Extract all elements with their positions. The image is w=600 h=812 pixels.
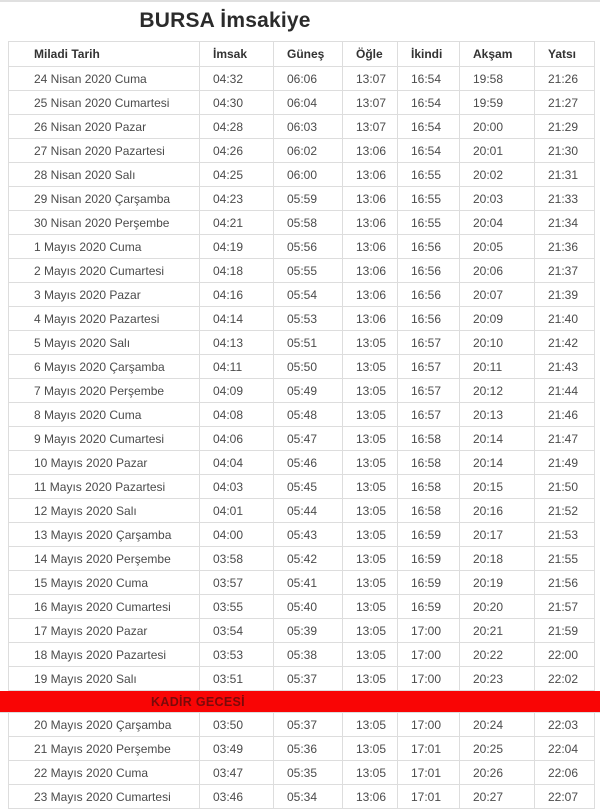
- time-cell: 04:04: [199, 451, 273, 474]
- time-cell: 04:28: [199, 115, 273, 138]
- date-cell: 22 Mayıs 2020 Cuma: [8, 761, 199, 784]
- table-row: [8, 427, 595, 451]
- date-cell: 20 Mayıs 2020 Çarşamba: [8, 713, 199, 736]
- time-cell: 16:56: [397, 307, 459, 330]
- time-cell: 04:21: [199, 211, 273, 234]
- time-cell: 20:22: [459, 643, 534, 666]
- table-row: [8, 67, 595, 91]
- table-row: [8, 139, 595, 163]
- time-cell: 05:43: [273, 523, 342, 546]
- time-cell: 16:58: [397, 499, 459, 522]
- time-cell: 13:05: [342, 619, 397, 642]
- time-cell: 05:47: [273, 427, 342, 450]
- table-row: [8, 619, 595, 643]
- time-cell: 05:50: [273, 355, 342, 378]
- time-cell: 22:04: [534, 737, 595, 760]
- column-header: İkindi: [397, 42, 459, 66]
- table-row: [8, 259, 595, 283]
- time-cell: 21:37: [534, 259, 595, 282]
- time-cell: 22:06: [534, 761, 595, 784]
- time-cell: 13:06: [342, 139, 397, 162]
- time-cell: 21:44: [534, 379, 595, 402]
- time-cell: 13:07: [342, 67, 397, 90]
- time-cell: 19:59: [459, 91, 534, 114]
- column-header: Yatsı: [534, 42, 595, 66]
- time-cell: 03:51: [199, 667, 273, 690]
- time-cell: 20:06: [459, 259, 534, 282]
- time-cell: 04:26: [199, 139, 273, 162]
- time-cell: 21:36: [534, 235, 595, 258]
- time-cell: 04:32: [199, 67, 273, 90]
- time-cell: 21:55: [534, 547, 595, 570]
- time-cell: 05:37: [273, 713, 342, 736]
- kadir-gecesi-banner: [0, 691, 600, 713]
- time-cell: 21:34: [534, 211, 595, 234]
- time-cell: 17:00: [397, 667, 459, 690]
- time-cell: 20:04: [459, 211, 534, 234]
- time-cell: 13:06: [342, 235, 397, 258]
- time-cell: 21:52: [534, 499, 595, 522]
- time-cell: 05:59: [273, 187, 342, 210]
- time-cell: 20:20: [459, 595, 534, 618]
- time-cell: 13:05: [342, 713, 397, 736]
- page-title: BURSA İmsakiye: [139, 9, 311, 32]
- time-cell: 16:56: [397, 235, 459, 258]
- time-cell: 17:01: [397, 737, 459, 760]
- table-row: [8, 379, 595, 403]
- time-cell: 21:46: [534, 403, 595, 426]
- time-cell: 21:27: [534, 91, 595, 114]
- time-cell: 06:03: [273, 115, 342, 138]
- time-cell: 17:01: [397, 785, 459, 808]
- time-cell: 13:05: [342, 667, 397, 690]
- date-cell: 17 Mayıs 2020 Pazar: [8, 619, 199, 642]
- time-cell: 04:25: [199, 163, 273, 186]
- table-row: [8, 571, 595, 595]
- column-header: Güneş: [273, 42, 342, 66]
- kadir-gecesi-label: KADİR GECESİ: [151, 694, 245, 709]
- time-cell: 20:18: [459, 547, 534, 570]
- time-cell: 20:13: [459, 403, 534, 426]
- table-row: [8, 331, 595, 355]
- time-cell: 05:51: [273, 331, 342, 354]
- date-cell: 18 Mayıs 2020 Pazartesi: [8, 643, 199, 666]
- table-row: [8, 737, 595, 761]
- time-cell: 03:57: [199, 571, 273, 594]
- time-cell: 04:01: [199, 499, 273, 522]
- time-cell: 05:34: [273, 785, 342, 808]
- time-cell: 13:05: [342, 355, 397, 378]
- time-cell: 16:56: [397, 283, 459, 306]
- time-cell: 16:59: [397, 571, 459, 594]
- table-row: [8, 355, 595, 379]
- column-header: Miladi Tarih: [8, 42, 199, 66]
- date-cell: 5 Mayıs 2020 Salı: [8, 331, 199, 354]
- time-cell: 05:54: [273, 283, 342, 306]
- time-cell: 20:14: [459, 451, 534, 474]
- time-cell: 20:26: [459, 761, 534, 784]
- time-cell: 20:25: [459, 737, 534, 760]
- time-cell: 05:48: [273, 403, 342, 426]
- time-cell: 16:57: [397, 331, 459, 354]
- time-cell: 20:11: [459, 355, 534, 378]
- time-cell: 16:57: [397, 355, 459, 378]
- time-cell: 16:54: [397, 67, 459, 90]
- date-cell: 16 Mayıs 2020 Cumartesi: [8, 595, 199, 618]
- time-cell: 21:40: [534, 307, 595, 330]
- time-cell: 06:02: [273, 139, 342, 162]
- time-cell: 21:43: [534, 355, 595, 378]
- time-cell: 16:59: [397, 547, 459, 570]
- time-cell: 13:05: [342, 737, 397, 760]
- time-cell: 20:24: [459, 713, 534, 736]
- time-cell: 04:13: [199, 331, 273, 354]
- table-row: [8, 187, 595, 211]
- time-cell: 21:53: [534, 523, 595, 546]
- column-header: İmsak: [199, 42, 273, 66]
- time-cell: 03:53: [199, 643, 273, 666]
- time-cell: 13:06: [342, 307, 397, 330]
- time-cell: 22:07: [534, 785, 595, 808]
- time-cell: 22:00: [534, 643, 595, 666]
- time-cell: 21:47: [534, 427, 595, 450]
- time-cell: 04:18: [199, 259, 273, 282]
- time-cell: 20:23: [459, 667, 534, 690]
- time-cell: 05:58: [273, 211, 342, 234]
- time-cell: 04:08: [199, 403, 273, 426]
- date-cell: 11 Mayıs 2020 Pazartesi: [8, 475, 199, 498]
- time-cell: 20:03: [459, 187, 534, 210]
- time-cell: 05:56: [273, 235, 342, 258]
- date-cell: 14 Mayıs 2020 Perşembe: [8, 547, 199, 570]
- table-row: [8, 523, 595, 547]
- time-cell: 13:06: [342, 211, 397, 234]
- date-cell: 30 Nisan 2020 Perşembe: [8, 211, 199, 234]
- time-cell: 17:00: [397, 643, 459, 666]
- time-cell: 05:36: [273, 737, 342, 760]
- table-row: [8, 451, 595, 475]
- time-cell: 21:50: [534, 475, 595, 498]
- time-cell: 13:05: [342, 427, 397, 450]
- table-row: [8, 235, 595, 259]
- time-cell: 13:05: [342, 643, 397, 666]
- time-cell: 17:01: [397, 761, 459, 784]
- time-cell: 17:00: [397, 713, 459, 736]
- time-cell: 16:55: [397, 211, 459, 234]
- time-cell: 16:59: [397, 595, 459, 618]
- time-cell: 13:05: [342, 451, 397, 474]
- time-cell: 13:06: [342, 259, 397, 282]
- time-cell: 13:05: [342, 761, 397, 784]
- time-cell: 05:45: [273, 475, 342, 498]
- time-cell: 03:54: [199, 619, 273, 642]
- time-cell: 05:42: [273, 547, 342, 570]
- time-cell: 20:17: [459, 523, 534, 546]
- time-cell: 20:01: [459, 139, 534, 162]
- time-cell: 21:26: [534, 67, 595, 90]
- time-cell: 21:57: [534, 595, 595, 618]
- table-row: [8, 115, 595, 139]
- time-cell: 04:11: [199, 355, 273, 378]
- date-cell: 6 Mayıs 2020 Çarşamba: [8, 355, 199, 378]
- time-cell: 21:59: [534, 619, 595, 642]
- time-cell: 20:16: [459, 499, 534, 522]
- time-cell: 16:54: [397, 139, 459, 162]
- time-cell: 16:57: [397, 403, 459, 426]
- time-cell: 13:07: [342, 91, 397, 114]
- time-cell: 20:02: [459, 163, 534, 186]
- date-cell: 7 Mayıs 2020 Perşembe: [8, 379, 199, 402]
- time-cell: 21:33: [534, 187, 595, 210]
- table-row: [8, 211, 595, 235]
- date-cell: 29 Nisan 2020 Çarşamba: [8, 187, 199, 210]
- date-cell: 26 Nisan 2020 Pazar: [8, 115, 199, 138]
- date-cell: 24 Nisan 2020 Cuma: [8, 67, 199, 90]
- time-cell: 21:29: [534, 115, 595, 138]
- table-row: [8, 283, 595, 307]
- date-cell: 12 Mayıs 2020 Salı: [8, 499, 199, 522]
- time-cell: 13:07: [342, 115, 397, 138]
- date-cell: 13 Mayıs 2020 Çarşamba: [8, 523, 199, 546]
- table-row: [8, 547, 595, 571]
- time-cell: 21:31: [534, 163, 595, 186]
- column-header: Öğle: [342, 42, 397, 66]
- date-cell: 3 Mayıs 2020 Pazar: [8, 283, 199, 306]
- time-cell: 13:06: [342, 785, 397, 808]
- time-cell: 21:49: [534, 451, 595, 474]
- time-cell: 03:49: [199, 737, 273, 760]
- time-cell: 20:27: [459, 785, 534, 808]
- time-cell: 20:09: [459, 307, 534, 330]
- date-cell: 21 Mayıs 2020 Perşembe: [8, 737, 199, 760]
- time-cell: 13:05: [342, 331, 397, 354]
- time-cell: 16:54: [397, 91, 459, 114]
- table-row: [8, 785, 595, 809]
- date-cell: 28 Nisan 2020 Salı: [8, 163, 199, 186]
- time-cell: 13:05: [342, 499, 397, 522]
- time-cell: 04:19: [199, 235, 273, 258]
- table-row: [8, 307, 595, 331]
- table-row: [8, 499, 595, 523]
- time-cell: 05:49: [273, 379, 342, 402]
- time-cell: 17:00: [397, 619, 459, 642]
- time-cell: 13:05: [342, 403, 397, 426]
- time-cell: 06:06: [273, 67, 342, 90]
- time-cell: 20:07: [459, 283, 534, 306]
- table-row: [8, 761, 595, 785]
- time-cell: 03:58: [199, 547, 273, 570]
- time-cell: 16:55: [397, 187, 459, 210]
- time-cell: 05:39: [273, 619, 342, 642]
- date-cell: 19 Mayıs 2020 Salı: [8, 667, 199, 690]
- table-row: [8, 91, 595, 115]
- column-header: Akşam: [459, 42, 534, 66]
- date-cell: 27 Nisan 2020 Pazartesi: [8, 139, 199, 162]
- time-cell: 04:23: [199, 187, 273, 210]
- time-cell: 03:46: [199, 785, 273, 808]
- time-cell: 13:05: [342, 523, 397, 546]
- table-row: [8, 475, 595, 499]
- time-cell: 22:03: [534, 713, 595, 736]
- time-cell: 13:06: [342, 163, 397, 186]
- time-cell: 13:05: [342, 547, 397, 570]
- time-cell: 19:58: [459, 67, 534, 90]
- time-cell: 05:44: [273, 499, 342, 522]
- table-row: [8, 643, 595, 667]
- time-cell: 13:06: [342, 187, 397, 210]
- date-cell: 1 Mayıs 2020 Cuma: [8, 235, 199, 258]
- date-cell: 9 Mayıs 2020 Cumartesi: [8, 427, 199, 450]
- time-cell: 13:06: [342, 283, 397, 306]
- time-cell: 06:04: [273, 91, 342, 114]
- date-cell: 2 Mayıs 2020 Cumartesi: [8, 259, 199, 282]
- date-cell: 15 Mayıs 2020 Cuma: [8, 571, 199, 594]
- time-cell: 20:15: [459, 475, 534, 498]
- time-cell: 20:00: [459, 115, 534, 138]
- time-cell: 04:16: [199, 283, 273, 306]
- time-cell: 04:00: [199, 523, 273, 546]
- table-row: [8, 595, 595, 619]
- table-header-row: [8, 42, 595, 67]
- table-row: [8, 163, 595, 187]
- time-cell: 05:55: [273, 259, 342, 282]
- table-row: [8, 713, 595, 737]
- time-cell: 05:53: [273, 307, 342, 330]
- time-cell: 20:21: [459, 619, 534, 642]
- table-row: [8, 403, 595, 427]
- time-cell: 04:14: [199, 307, 273, 330]
- time-cell: 21:56: [534, 571, 595, 594]
- time-cell: 05:35: [273, 761, 342, 784]
- time-cell: 22:02: [534, 667, 595, 690]
- time-cell: 05:40: [273, 595, 342, 618]
- time-cell: 16:56: [397, 259, 459, 282]
- time-cell: 05:38: [273, 643, 342, 666]
- time-cell: 05:46: [273, 451, 342, 474]
- title-container: [0, 2, 450, 41]
- time-cell: 03:47: [199, 761, 273, 784]
- time-cell: 20:14: [459, 427, 534, 450]
- time-cell: 13:05: [342, 571, 397, 594]
- table-row: [8, 667, 595, 691]
- time-cell: 03:55: [199, 595, 273, 618]
- time-cell: 16:55: [397, 163, 459, 186]
- time-cell: 03:50: [199, 713, 273, 736]
- time-cell: 20:05: [459, 235, 534, 258]
- time-cell: 20:10: [459, 331, 534, 354]
- time-cell: 13:05: [342, 379, 397, 402]
- time-cell: 05:37: [273, 667, 342, 690]
- time-cell: 21:30: [534, 139, 595, 162]
- time-cell: 16:59: [397, 523, 459, 546]
- time-cell: 16:54: [397, 115, 459, 138]
- time-cell: 13:05: [342, 595, 397, 618]
- table-body: [8, 67, 595, 809]
- time-cell: 04:09: [199, 379, 273, 402]
- time-cell: 04:30: [199, 91, 273, 114]
- time-cell: 04:06: [199, 427, 273, 450]
- time-cell: 06:00: [273, 163, 342, 186]
- time-cell: 16:58: [397, 475, 459, 498]
- date-cell: 4 Mayıs 2020 Pazartesi: [8, 307, 199, 330]
- imsakiye-table: [8, 41, 595, 809]
- time-cell: 21:42: [534, 331, 595, 354]
- date-cell: 23 Mayıs 2020 Cumartesi: [8, 785, 199, 808]
- date-cell: 10 Mayıs 2020 Pazar: [8, 451, 199, 474]
- time-cell: 13:05: [342, 475, 397, 498]
- date-cell: 8 Mayıs 2020 Cuma: [8, 403, 199, 426]
- time-cell: 16:58: [397, 427, 459, 450]
- time-cell: 20:12: [459, 379, 534, 402]
- time-cell: 16:57: [397, 379, 459, 402]
- time-cell: 21:39: [534, 283, 595, 306]
- time-cell: 04:03: [199, 475, 273, 498]
- time-cell: 20:19: [459, 571, 534, 594]
- date-cell: 25 Nisan 2020 Cumartesi: [8, 91, 199, 114]
- time-cell: 05:41: [273, 571, 342, 594]
- time-cell: 16:58: [397, 451, 459, 474]
